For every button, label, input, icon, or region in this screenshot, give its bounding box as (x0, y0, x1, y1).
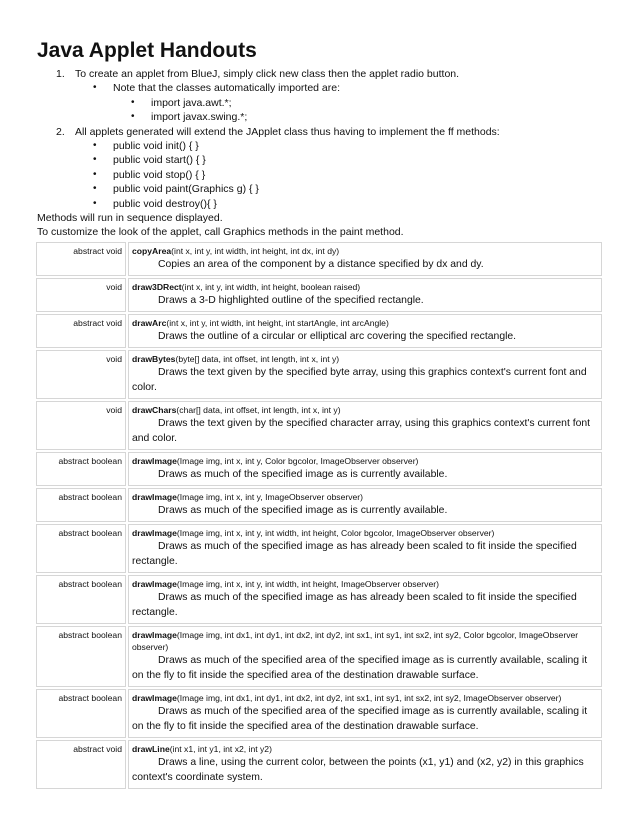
graphics-methods-table (34, 240, 604, 791)
bullet-item: • public void init() { } (75, 139, 608, 153)
method-cell (128, 488, 602, 522)
page-title: Java Applet Handouts (37, 39, 257, 62)
method-name: drawImage (132, 456, 177, 467)
method-cell (128, 524, 602, 573)
method-description: Draws as much of the specified image as is currently available. (158, 469, 448, 481)
method-description: Draws a line, using the current color, between the points (x1, y1) and (x2, y2) in this graphics context's coordinate system. (132, 757, 584, 784)
method-cell (128, 626, 602, 687)
method-description: Draws the outline of a circular or elliptical arc covering the specified rectangle. (158, 331, 517, 343)
method-modifier: void (36, 350, 126, 399)
method-name: drawLine (132, 744, 170, 755)
method-row (36, 740, 602, 789)
method-row (36, 488, 602, 522)
method-modifier: abstract boolean (36, 452, 126, 486)
method-description: Draws a 3-D highlighted outline of the specified rectangle. (158, 295, 424, 307)
method-params: (int x, int y, int width, int height, int startAngle, int arcAngle) (166, 318, 389, 329)
method-modifier: abstract boolean (36, 626, 126, 687)
method-signature (132, 245, 598, 257)
method-cell (128, 575, 602, 624)
method-signature (132, 527, 598, 539)
method-modifier: abstract boolean (36, 689, 126, 738)
step-bullets (75, 139, 608, 211)
method-modifier: void (36, 401, 126, 450)
method-description: Draws as much of the specified area of the specified image as is currently available, scaling it on the fly to fit inside the specified area of the destination drawable surface. (132, 706, 588, 733)
sub-bullets (113, 96, 608, 125)
method-modifier: abstract void (36, 242, 126, 276)
method-modifier: abstract void (36, 740, 126, 789)
method-signature (132, 317, 598, 329)
method-cell (128, 350, 602, 399)
method-signature (132, 455, 598, 467)
bullet-item: • public void start() { } (75, 153, 608, 167)
method-signature (132, 491, 598, 503)
method-row (36, 314, 602, 348)
step-text: All applets generated will extend the JApplet class thus having to implement the ff methods: (75, 125, 500, 138)
step-number: 1. (56, 68, 65, 80)
bullet-item (75, 81, 608, 124)
sub-bullet-item: • import javax.swing.*; (113, 110, 608, 124)
method-row (36, 278, 602, 312)
method-name: drawImage (132, 693, 177, 704)
bullet-item: • public void destroy(){ } (75, 197, 608, 211)
method-params: (Image img, int x, int y, Color bgcolor, ImageObserver observer) (176, 456, 419, 467)
method-description: Draws the text given by the specified character array, using this graphics context's current font and color. (132, 418, 591, 445)
method-name: drawBytes (132, 354, 176, 365)
method-cell (128, 401, 602, 450)
method-signature (132, 692, 598, 704)
bullet-item: • public void stop() { } (75, 168, 608, 182)
method-row (36, 350, 602, 399)
method-description: Draws as much of the specified image as has already been scaled to fit inside the specified rectangle. (132, 592, 577, 619)
method-cell (128, 278, 602, 312)
method-name: drawImage (132, 492, 177, 503)
method-cell (128, 314, 602, 348)
method-signature (132, 578, 598, 590)
method-signature (132, 629, 598, 653)
step-item (37, 125, 608, 211)
method-description: Draws as much of the specified image as has already been scaled to fit inside the specified rectangle. (132, 541, 577, 568)
method-params: (Image img, int x, int y, int width, int height, Color bgcolor, ImageObserver observer) (176, 528, 495, 539)
method-name: drawImage (132, 630, 177, 641)
method-name: drawArc (132, 318, 167, 329)
method-description: Draws the text given by the specified byte array, using this graphics context's current font and color. (132, 367, 587, 394)
step-text: To create an applet from BlueJ, simply click new class then the applet radio button. (75, 68, 460, 80)
method-params: (int x1, int y1, int x2, int y2) (169, 744, 272, 755)
method-row (36, 689, 602, 738)
method-modifier: void (36, 278, 126, 312)
method-description: Copies an area of the component by a distance specified by dx and dy. (158, 259, 484, 271)
method-name: draw3DRect (132, 282, 182, 293)
method-name: drawImage (132, 528, 177, 539)
steps-list (37, 67, 608, 211)
method-cell (128, 452, 602, 486)
step-bullets (75, 81, 608, 124)
step-item (37, 67, 608, 125)
method-params: (byte[] data, int offset, int length, int x, int y) (175, 354, 340, 365)
method-modifier: abstract boolean (36, 575, 126, 624)
method-name: drawChars (132, 405, 177, 416)
method-modifier: abstract boolean (36, 524, 126, 573)
method-row (36, 626, 602, 687)
bullet-text: Note that the classes automatically imported are: (113, 82, 341, 95)
method-cell (128, 740, 602, 789)
sub-bullet-item: • import java.awt.*; (113, 96, 608, 110)
note-sequence: Methods will run in sequence displayed. (37, 212, 223, 225)
method-params: (Image img, int x, int y, ImageObserver observer) (176, 492, 364, 503)
method-signature (132, 743, 598, 755)
method-cell (128, 242, 602, 276)
method-row (36, 452, 602, 486)
method-description: Draws as much of the specified area of the specified image as is currently available, scaling it on the fly to fit inside the specified area of the destination drawable surface. (132, 655, 588, 682)
method-signature (132, 281, 598, 293)
note-customize: To customize the look of the applet, call Graphics methods in the paint method. (37, 226, 404, 239)
method-description: Draws as much of the specified image as is currently available. (158, 505, 448, 517)
step-number: 2. (56, 125, 65, 138)
method-modifier: abstract void (36, 314, 126, 348)
method-row (36, 242, 602, 276)
method-row (36, 524, 602, 573)
method-name: copyArea (132, 246, 172, 257)
method-row (36, 575, 602, 624)
method-row (36, 401, 602, 450)
method-params: (Image img, int dx1, int dy1, int dx2, int dy2, int sx1, int sy1, int sx2, int sy2, ImageObserver observer) (176, 693, 562, 704)
method-cell (128, 689, 602, 738)
method-name: drawImage (132, 579, 177, 590)
method-signature (132, 404, 598, 416)
method-params: (Image img, int x, int y, int width, int height, ImageObserver observer) (176, 579, 439, 590)
method-params: (Image img, int dx1, int dy1, int dx2, int dy2, int sx1, int sy1, int sx2, int sy2, Color bgcolor, ImageObserver observer) (132, 630, 579, 653)
method-modifier: abstract boolean (36, 488, 126, 522)
method-params: (int x, int y, int width, int height, boolean raised) (181, 282, 361, 293)
method-params: (char[] data, int offset, int length, int x, int y) (176, 405, 341, 416)
method-signature (132, 353, 598, 365)
method-params: (int x, int y, int width, int height, int dx, int dy) (171, 246, 340, 257)
bullet-item: • public void paint(Graphics g) { } (75, 182, 608, 196)
